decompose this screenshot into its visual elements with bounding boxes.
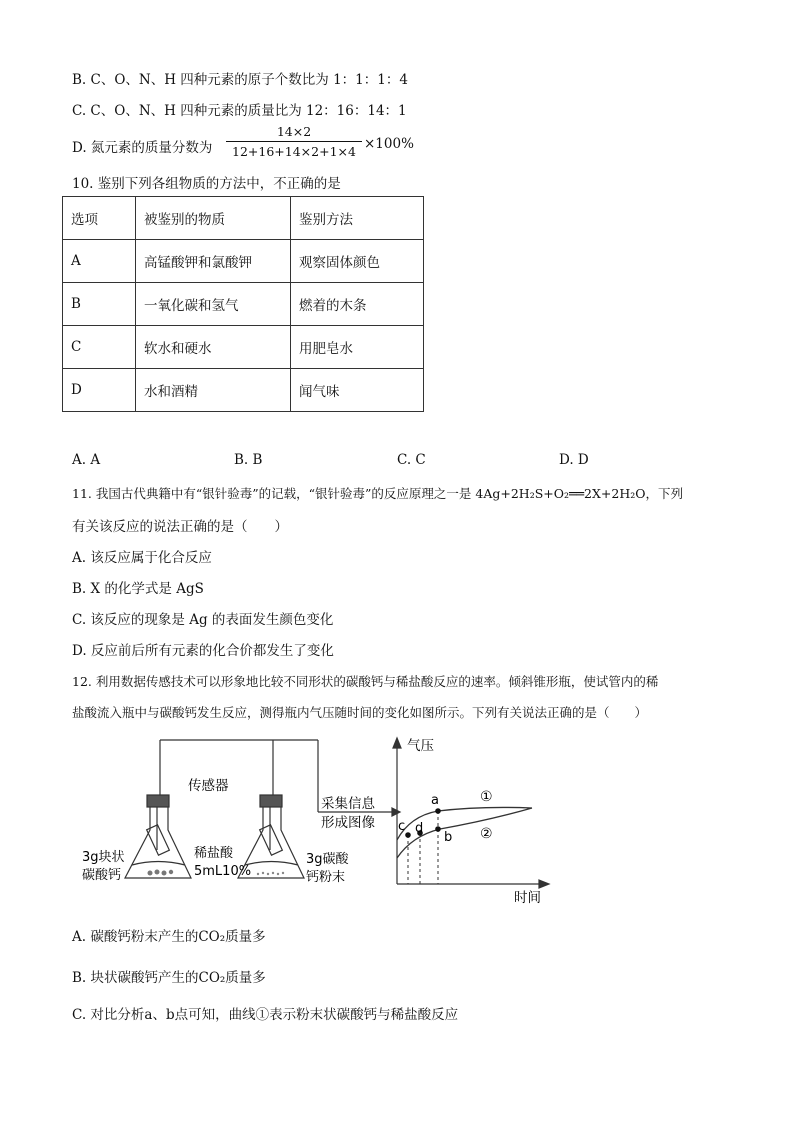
x-axis-label: 时间	[514, 890, 541, 906]
left-flask	[125, 795, 191, 878]
q9-option-b: B. C、O、N、H 四种元素的原子个数比为 1：1：1：4	[72, 72, 408, 88]
left-flask-solid	[148, 870, 174, 876]
acid-label-1: 稀盐酸	[194, 846, 234, 861]
q11-stem-line2: 有关该反应的说法正确的是（ ）	[72, 519, 288, 535]
q11-option-d: D. 反应前后所有元素的化合价都发生了变化	[72, 643, 334, 659]
q9-option-d-prefix: D. 氮元素的质量分数为	[72, 140, 213, 156]
fraction-numerator: 14×2	[226, 124, 362, 142]
graph-axes	[393, 738, 549, 888]
q10-answer-a: A. A	[72, 452, 101, 468]
point-c-label: c	[398, 819, 406, 834]
q12-option-c: C. 对比分析a、b点可知，曲线①表示粉末状碳酸钙与稀盐酸反应	[72, 1007, 459, 1023]
q12-option-b: B. 块状碳酸钙产生的CO₂质量多	[72, 970, 266, 986]
q11-stem-line1: 11. 我国古代典籍中有“银针验毒”的记载，“银针验毒”的反应原理之一是 4Ag+2H₂S+O₂══2X+2H₂O，下列	[72, 486, 683, 501]
table-cell: 软水和硬水	[136, 326, 291, 369]
table-cell: 用肥皂水	[291, 326, 424, 369]
q12-option-a: A. 碳酸钙粉末产生的CO₂质量多	[72, 929, 266, 945]
header-substance: 被鉴别的物质	[136, 197, 291, 240]
point-a-label: a	[431, 793, 439, 808]
acid-label-2: 5mL10%	[194, 864, 252, 879]
q10-answer-d: D. D	[559, 452, 589, 468]
q10-answer-b: B. B	[234, 452, 263, 468]
table-cell: 闻气味	[291, 369, 424, 412]
q10-stem: 10. 鉴别下列各组物质的方法中，不正确的是	[72, 176, 341, 192]
point-d-label: d	[415, 821, 424, 836]
curve-1-label: ①	[480, 789, 493, 805]
collect-label-1: 采集信息	[321, 796, 375, 812]
table-cell: B	[63, 283, 136, 326]
curve-2-label: ②	[480, 826, 493, 842]
point-b-label: b	[444, 830, 453, 845]
right-flask-powder	[257, 872, 284, 875]
fraction-denominator: 12+16+14×2+1×4	[232, 144, 356, 159]
table-cell: A	[63, 240, 136, 283]
table-cell: 一氧化碳和氢气	[136, 283, 291, 326]
table-cell: D	[63, 369, 136, 412]
table-cell: 观察固体颜色	[291, 240, 424, 283]
q11-option-c: C. 该反应的现象是 Ag 的表面发生颜色变化	[72, 612, 334, 628]
q11-option-a: A. 该反应属于化合反应	[72, 550, 212, 566]
q9-option-c: C. C、O、N、H 四种元素的质量比为 12：16：14：1	[72, 103, 407, 119]
table-cell: 燃着的木条	[291, 283, 424, 326]
sensor-label: 传感器	[188, 778, 229, 794]
q12-stem-line1: 12. 利用数据传感技术可以形象地比较不同形状的碳酸钙与稀盐酸反应的速率。倾斜锥形瓶，使试管内的稀	[72, 674, 659, 689]
left-flask-label-2: 碳酸钙	[82, 868, 122, 883]
table-cell: 高锰酸钾和氯酸钾	[136, 240, 291, 283]
header-method: 鉴别方法	[291, 197, 424, 240]
table-cell: C	[63, 326, 136, 369]
q9-option-d-suffix: ×100%	[364, 136, 414, 152]
table-cell: 水和酒精	[136, 369, 291, 412]
y-axis-label: 气压	[407, 738, 434, 754]
q11-option-b: B. X 的化学式是 AgS	[72, 581, 204, 597]
left-flask-label-1: 3g块状	[82, 850, 125, 865]
header-option: 选项	[63, 197, 136, 240]
right-flask-label-2: 钙粉末	[306, 870, 346, 885]
collect-label-2: 形成图像	[321, 815, 375, 831]
q12-stem-line2: 盐酸流入瓶中与碳酸钙发生反应，测得瓶内气压随时间的变化如图所示。下列有关说法正确的是（ ）	[72, 705, 648, 720]
q10-answer-c: C. C	[397, 452, 426, 468]
right-flask-label-1: 3g碳酸	[306, 852, 349, 867]
